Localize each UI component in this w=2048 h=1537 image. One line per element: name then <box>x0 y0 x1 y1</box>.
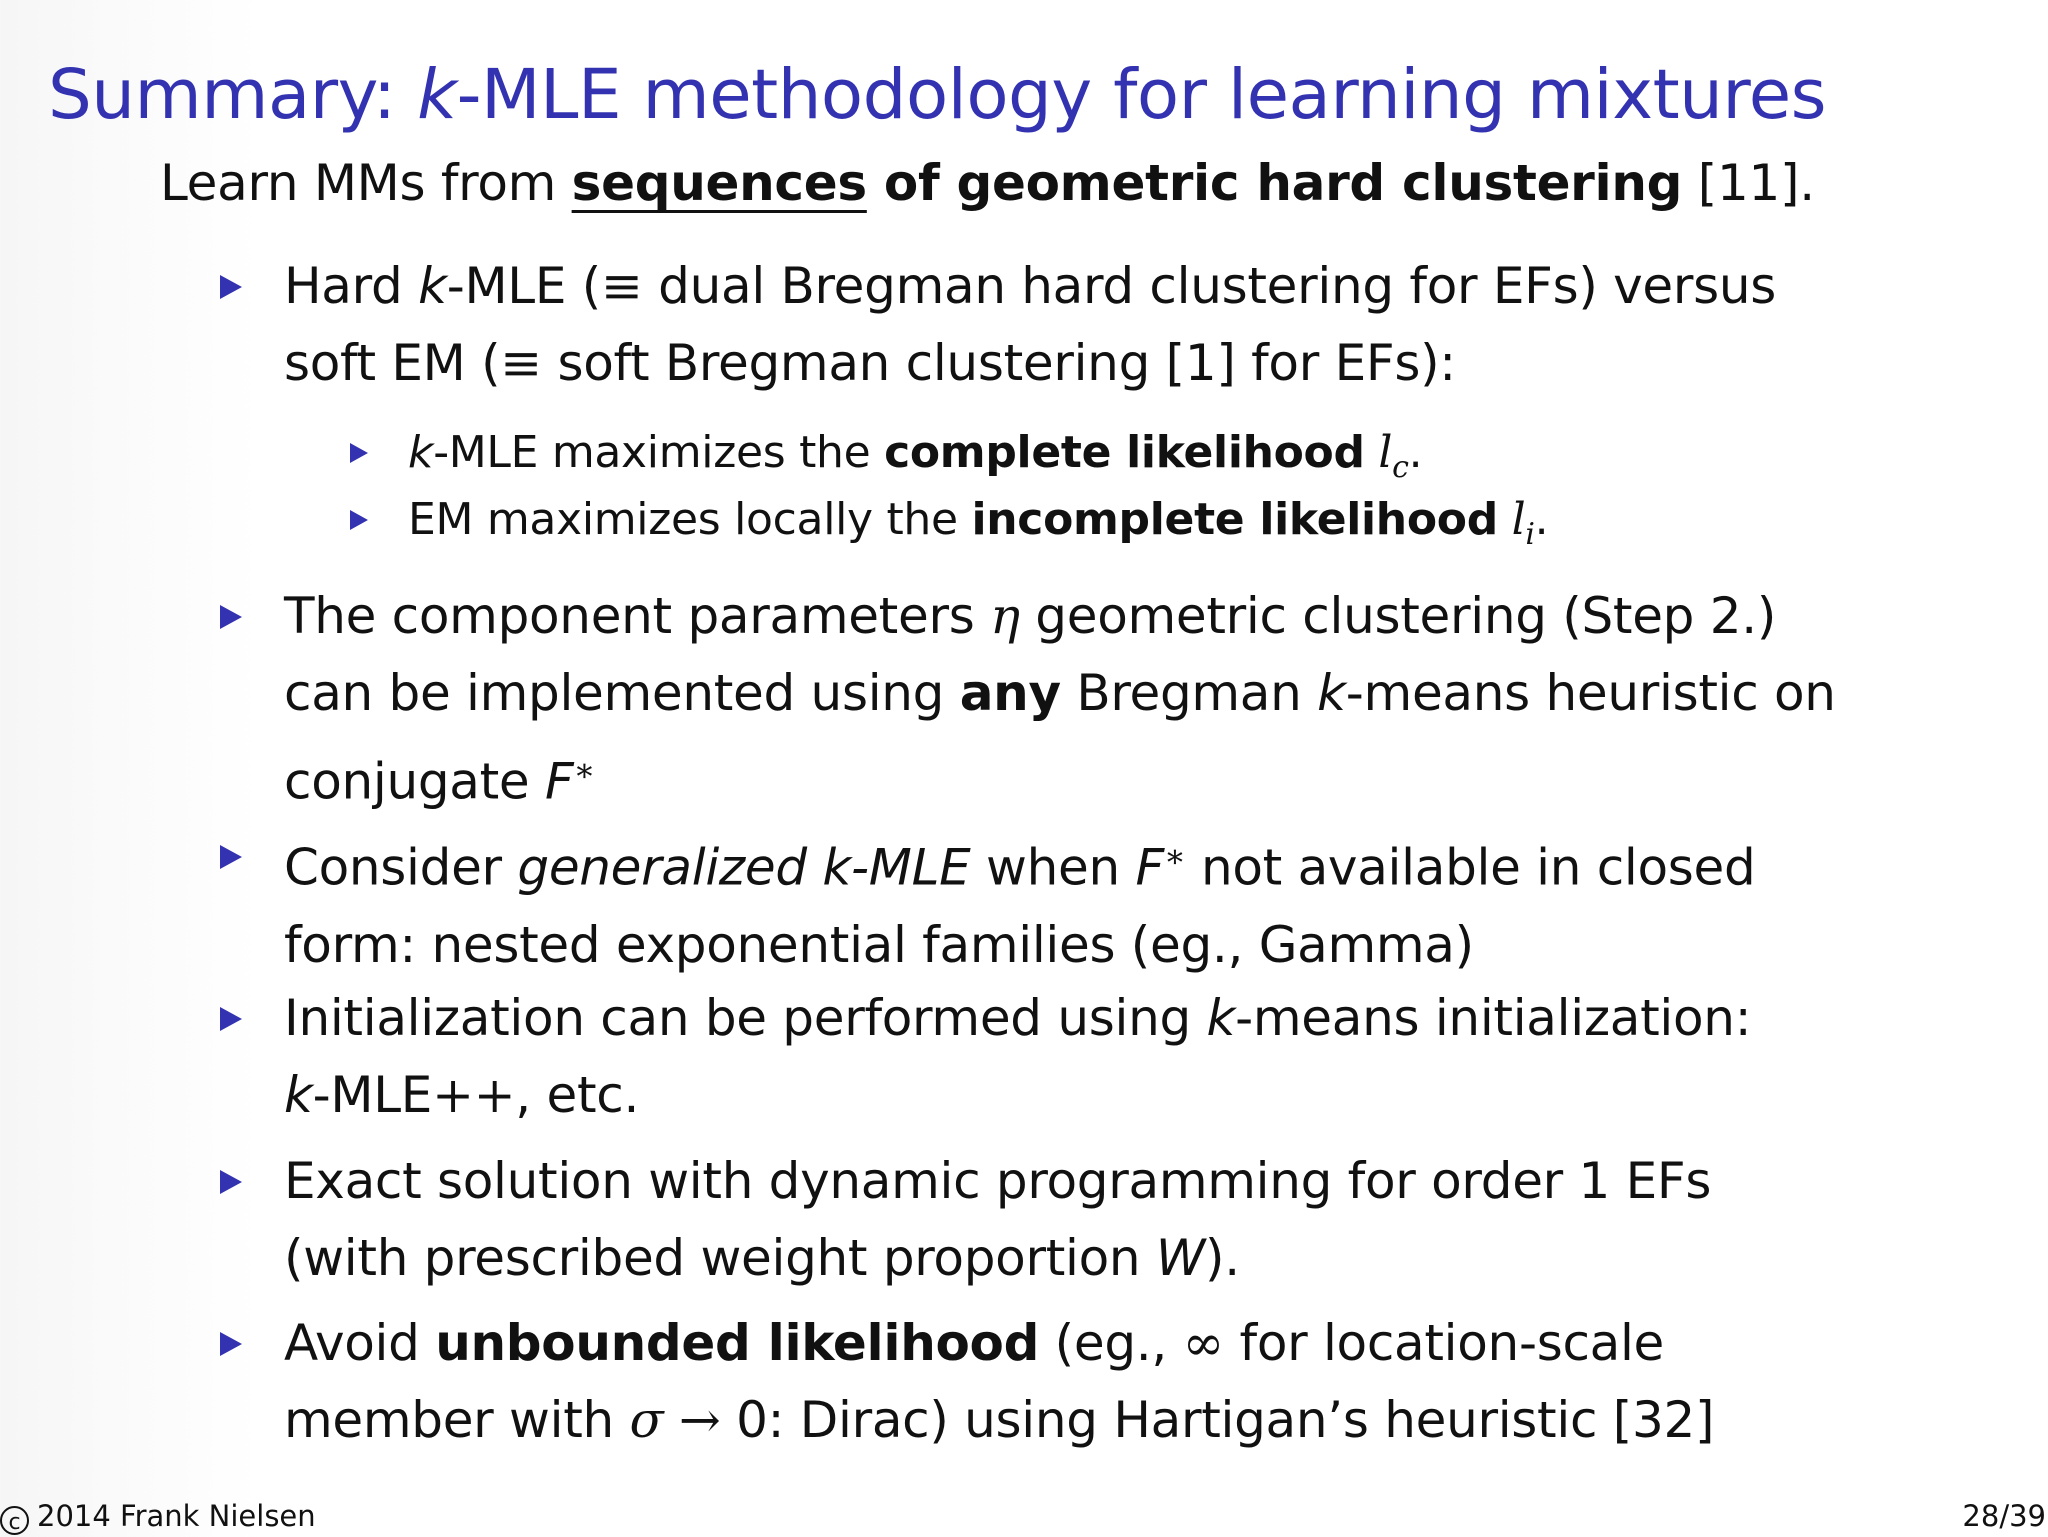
bullet-item <box>284 248 1776 402</box>
slide-subtitle: Learn MMs from sequences of geometric hard clustering [11]. <box>160 154 1815 212</box>
bullet-line: k-MLE++, etc. <box>284 1066 640 1124</box>
bullet-line: (with prescribed weight proportion W). <box>284 1229 1240 1287</box>
bullet-triangle-icon <box>220 1170 242 1194</box>
bullet-line: Hard k-MLE (≡ dual Bregman hard clustering for EFs) versus <box>284 257 1777 315</box>
bullet-line: can be implemented using any Bregman k-means heuristic on <box>284 664 1836 722</box>
bullet-line: member with σ → 0: Dirac) using Hartigan’s heuristic [32] <box>284 1391 1715 1449</box>
bullet-item <box>284 980 1751 1134</box>
bullet-line: Avoid unbounded likelihood (eg., ∞ for location-scale <box>284 1314 1665 1372</box>
sub-bullet-triangle-icon <box>350 510 368 530</box>
bullet-item <box>284 578 1836 821</box>
page-number: 28/39 <box>1962 1499 2046 1533</box>
bullet-line: Consider generalized k-MLE when F∗ not available in closed <box>284 837 1756 897</box>
bullet-line: The component parameters η geometric clustering (Step 2.) <box>284 587 1777 645</box>
bullet-triangle-icon <box>220 275 242 299</box>
bullet-triangle-icon <box>220 1007 242 1031</box>
bullet-line: soft EM (≡ soft Bregman clustering [1] for EFs): <box>284 334 1456 392</box>
bullet-line: form: nested exponential families (eg., Gamma) <box>284 915 1474 974</box>
sub-bullet-item: k-MLE maximizes the complete likelihood $l_c$. <box>408 420 1422 501</box>
slide-title: Summary: k-MLE methodology for learning mixtures <box>48 55 1827 135</box>
bullet-line: Initialization can be performed using k-means initialization: <box>284 989 1752 1047</box>
sub-bullet-item: EM maximizes locally the incomplete likelihood $l_i$. <box>408 487 1548 568</box>
bullet-item <box>284 1305 1714 1459</box>
bullet-line: Exact solution with dynamic programming for order 1 EFs <box>284 1152 1712 1210</box>
footer-copyright: c 2014 Frank Nielsen <box>0 1497 316 1535</box>
bullet-triangle-icon <box>220 605 242 629</box>
bullet-item <box>284 818 1755 984</box>
bullet-line: conjugate F∗ <box>284 751 595 811</box>
bullet-triangle-icon <box>220 1332 242 1356</box>
bullet-item <box>284 1143 1711 1297</box>
sub-bullet-triangle-icon <box>350 443 368 463</box>
bullet-triangle-icon <box>220 845 242 869</box>
copyright-icon: c <box>0 1506 29 1535</box>
